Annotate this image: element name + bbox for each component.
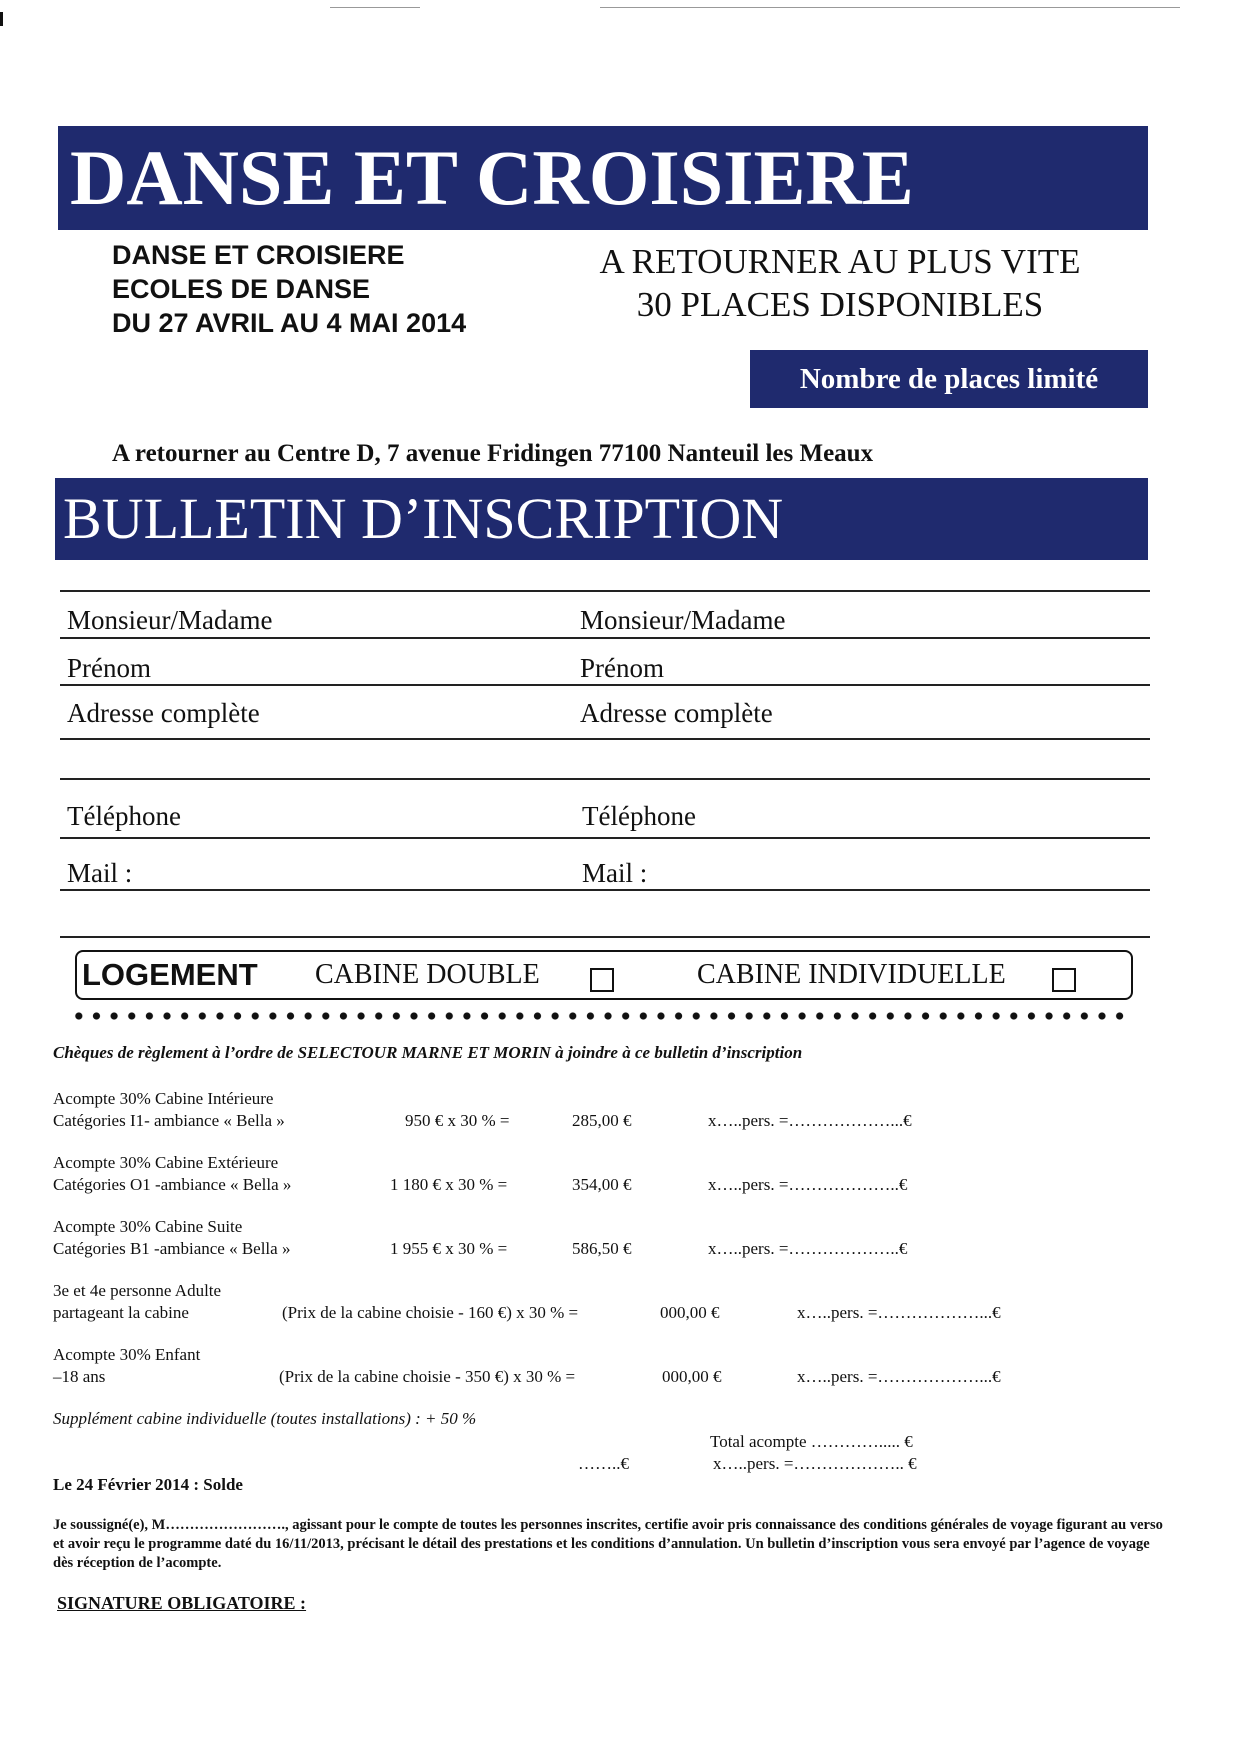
rate-calc: 1 180 € x 30 % = (390, 1175, 508, 1194)
signature-label: SIGNATURE OBLIGATOIRE : (57, 1593, 307, 1613)
return-address: A retourner au Centre D, 7 avenue Fridingen 77100 Nanteuil les Meaux (112, 440, 874, 467)
rate-label-line: Catégories O1 -ambiance « Bella » (53, 1175, 292, 1194)
rate-calc: 950 € x 30 % = (405, 1111, 510, 1130)
subtitle-line: DU 27 AVRIL AU 4 MAI 2014 (112, 308, 467, 338)
extra-pers[interactable]: x…..pers. =………………...€ (797, 1367, 1001, 1386)
cabin-single-label: CABINE INDIVIDUELLE (697, 959, 1006, 990)
extra-amount: 000,00 € (662, 1367, 722, 1386)
return-notice-line: A RETOURNER AU PLUS VITE (599, 242, 1081, 281)
rate-label-line: Acompte 30% Cabine Suite (53, 1217, 243, 1236)
rate-amount: 586,50 € (572, 1239, 632, 1258)
scan-line (330, 7, 420, 8)
mail-field-right[interactable]: Mail : (582, 858, 648, 888)
form-rule (60, 637, 1150, 639)
rate-amount: 285,00 € (572, 1111, 632, 1130)
mail-field-left[interactable]: Mail : (67, 858, 133, 888)
cabin-double-label: CABINE DOUBLE (315, 959, 540, 990)
rate-label-line: Acompte 30% Cabine Extérieure (53, 1153, 279, 1172)
rate-label (53, 1216, 290, 1260)
rate-amount: 354,00 € (572, 1175, 632, 1194)
main-title-banner: DANSE ET CROISIERE (58, 126, 1148, 230)
extra-label-line: partageant la cabine (53, 1303, 189, 1322)
civility-field-right[interactable]: Monsieur/Madame (580, 605, 786, 635)
form-rule (60, 837, 1150, 839)
total-acompte[interactable]: Total acompte …………..... € (710, 1432, 913, 1451)
rate-label-line: Acompte 30% Cabine Intérieure (53, 1089, 274, 1108)
address-field-left[interactable]: Adresse complète (67, 698, 260, 728)
firstname-field-left[interactable]: Prénom (67, 653, 151, 683)
solde-label: Le 24 Février 2014 : Solde (53, 1475, 243, 1494)
civility-field-left[interactable]: Monsieur/Madame (67, 605, 273, 635)
limited-places-badge: Nombre de places limité (750, 350, 1148, 408)
extra-label-line: Acompte 30% Enfant (53, 1345, 201, 1364)
phone-field-left[interactable]: Téléphone (67, 801, 181, 831)
rate-label (53, 1088, 285, 1132)
extra-label (53, 1280, 221, 1324)
solde-pers[interactable]: x…..pers. =……………….. € (713, 1454, 917, 1473)
return-notice (560, 240, 1120, 326)
places-available: 30 PLACES DISPONIBLES (636, 285, 1044, 324)
form-rule (60, 936, 1150, 938)
subtitle-line: ECOLES DE DANSE (112, 274, 371, 304)
rate-label-line: Catégories B1 -ambiance « Bella » (53, 1239, 291, 1258)
event-subtitle (112, 238, 466, 340)
rate-label-line: Catégories I1- ambiance « Bella » (53, 1111, 285, 1130)
form-rule (60, 778, 1150, 780)
scan-mark (0, 12, 3, 26)
rate-label (53, 1152, 291, 1196)
form-rule (60, 889, 1150, 891)
dotted-separator (70, 1010, 1130, 1022)
supplement-note: Supplément cabine individuelle (toutes installations) : + 50 % (53, 1409, 477, 1428)
extra-pers[interactable]: x…..pers. =………………...€ (797, 1303, 1001, 1322)
rate-pers[interactable]: x…..pers. =………………...€ (708, 1111, 912, 1130)
extra-calc: (Prix de la cabine choisie - 350 €) x 30 % = (279, 1367, 576, 1386)
rate-pers[interactable]: x…..pers. =………………..€ (708, 1239, 908, 1258)
logement-title: LOGEMENT (82, 957, 258, 992)
rate-calc: 1 955 € x 30 % = (390, 1239, 508, 1258)
cabin-single-checkbox[interactable] (1052, 968, 1076, 992)
phone-field-right[interactable]: Téléphone (582, 801, 696, 831)
solde-amount[interactable]: ……..€ (578, 1454, 629, 1473)
scan-line (600, 7, 1180, 8)
cabin-double-checkbox[interactable] (590, 968, 614, 992)
declaration-text: Je soussigné(e), M……………………., agissant pour le compte de toutes les personnes inscrites, certifie avoir pris connaissance des conditions générales de voyage figurant au verso et avoir reçu le programme daté du 16/11/2013, précisant le détail des prestations et les conditions d’annulation. Un bulletin d’inscription vous sera envoyé par l’agence de voyage dès réception de l’acompte. (53, 1517, 1163, 1571)
address-field-right[interactable]: Adresse complète (580, 698, 773, 728)
form-rule (60, 684, 1150, 686)
form-rule (60, 738, 1150, 740)
extra-label (53, 1344, 200, 1388)
extra-label-line: –18 ans (53, 1367, 106, 1386)
cheque-note: Chèques de règlement à l’ordre de SELECTOUR MARNE ET MORIN à joindre à ce bulletin d’inscription (53, 1043, 803, 1062)
extra-amount: 000,00 € (660, 1303, 720, 1322)
rate-pers[interactable]: x…..pers. =………………..€ (708, 1175, 908, 1194)
extra-calc: (Prix de la cabine choisie - 160 €) x 30 % = (282, 1303, 579, 1322)
firstname-field-right[interactable]: Prénom (580, 653, 664, 683)
form-rule (60, 590, 1150, 592)
extra-label-line: 3e et 4e personne Adulte (53, 1281, 222, 1300)
bulletin-title-banner: BULLETIN D’INSCRIPTION (55, 478, 1148, 560)
subtitle-line: DANSE ET CROISIERE (112, 240, 405, 270)
